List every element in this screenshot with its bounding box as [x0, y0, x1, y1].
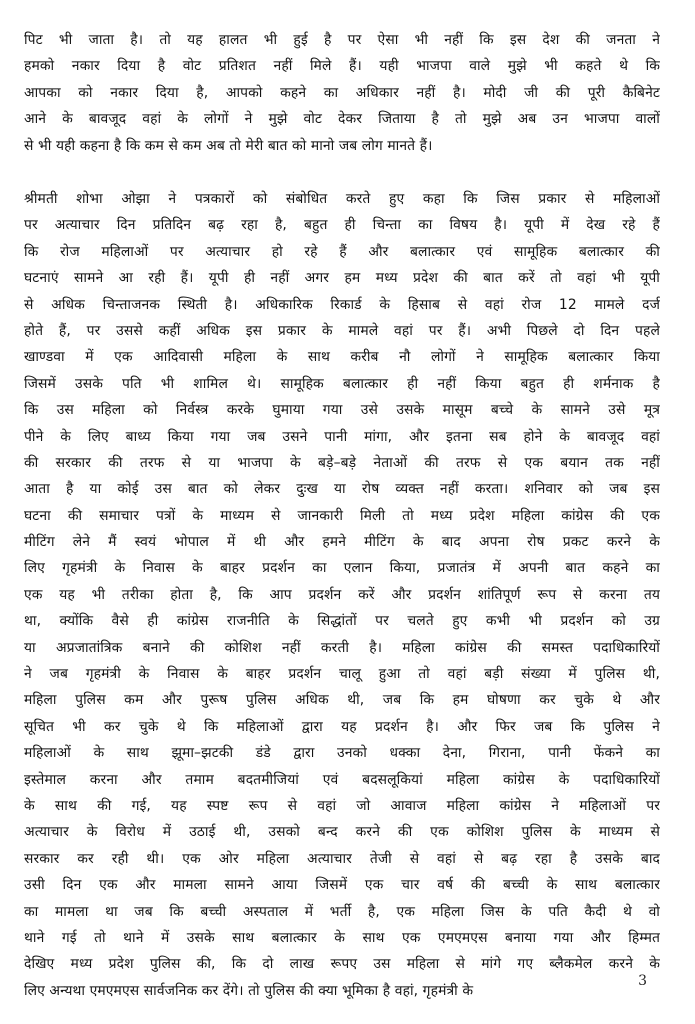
text-line: देखिए मध्य प्रदेश पुलिस की, कि दो लाख रूपए उस महिला से मांगे गए ब्लैकमेल करने के [24, 956, 660, 973]
text-line: एक यह भी तरीका होता है, कि आप प्रदर्शन करें और प्रदर्शन शांतिपूर्ण रूप से करना तय [24, 586, 660, 603]
text-line: हमको नकार दिया है वोट प्रतिशत नहीं मिले हैं। यही भाजपा वाले मुझे भी कहते थे कि [24, 58, 660, 75]
text-line: कि उस महिला को निर्वस्त्र करके घुमाया गया उसे उसके मासूम बच्चे के सामने उसे मूत्र [24, 402, 660, 419]
text-line: पर अत्याचार दिन प्रतिदिन बढ़ रहा है, बहुत ही चिन्ता का विषय है। यूपी में देख रहे हैं [24, 217, 660, 234]
text-line: सरकार कर रही थी। एक ओर महिला अत्याचार तेजी से वहां से बढ़ रहा है उसके बाद [24, 850, 660, 867]
text-line: का मामला था जब कि बच्ची अस्पताल में भर्ती है, एक महिला जिस के पति कैदी थे वो [24, 903, 660, 920]
text-line: लिए अन्यथा एमएमएस सार्वजनिक कर देंगे। तो पुलिस की क्या भूमिका है वहां, गृहमंत्री के [24, 982, 474, 999]
text-line: पिट भी जाता है। तो यह हालत भी हुई है पर ऐसा भी नहीं कि इस देश की जनता ने [24, 32, 660, 48]
paragraph-1 [24, 27, 660, 159]
text-line: से अधिक चिन्ताजनक स्थिती है। अधिकारिक रिकार्ड के हिसाब से वहां रोज 12 मामले दर्ज [24, 296, 660, 313]
text-line: आने के बावजूद वहां के लोगों ने मुझे वोट देकर जिताया है तो मुझे अब उन भाजपा वालों [24, 111, 660, 128]
page-number: 3 [638, 973, 647, 989]
text-line: अत्याचार के विरोध में उठाई थी, उसको बन्द करने की एक कोशिश पुलिस के माध्यम से [24, 824, 660, 841]
text-line: होते हैं, पर उससे कहीं अधिक इस प्रकार के मामले वहां पर हैं। अभी पिछले दो दिन पहले [24, 322, 660, 339]
paragraph-2 [24, 186, 660, 1004]
text-line: महिलाओं के साथ झूमा–झटकी डंडे द्वारा उनको धक्का देना, गिराना, पानी फेंकने का [24, 745, 660, 762]
text-line: खाण्डवा में एक आदिवासी महिला के साथ करीब नौ लोगों ने सामूहिक बलात्कार किया [24, 349, 660, 366]
text-line: जिसमें उसके पति भी शामिल थे। सामूहिक बलात्कार ही नहीं किया बहुत ही शर्मनाक है [24, 375, 660, 392]
text-line: सूचित भी कर चुके थे कि महिलाओं द्वारा यह प्रदर्शन है। और फिर जब कि पुलिस ने [24, 718, 660, 735]
text-line: की सरकार की तरफ से या भाजपा के बड़े–बड़े नेताओं की तरफ से एक बयान तक नहीं [24, 454, 660, 471]
text-line: पीने के लिए बाध्य किया गया जब उसने पानी मांगा, और इतना सब होने के बावजूद वहां [24, 428, 660, 445]
text-line: आता है या कोई उस बात को लेकर दुःख या रोष व्यक्त नहीं करता। शनिवार को जब इस [24, 481, 660, 498]
text-line: ने जब गृहमंत्री के निवास के बाहर प्रदर्शन चालू हुआ तो वहां बड़ी संख्या में पुलिस थी, [24, 666, 660, 683]
text-line: घटना की समाचार पत्रों के माध्यम से जानकारी मिली तो मध्य प्रदेश महिला कांग्रेस की एक [24, 507, 660, 524]
text-line: थाने गई तो थाने में उसके साथ बलात्कार के साथ एक एमएमएस बनाया गया और हिम्मत [24, 929, 660, 946]
text-line: घटनाएं सामने आ रही हैं। यूपी ही नहीं अगर हम मध्य प्रदेश की बात करें तो वहां भी यूपी [24, 270, 660, 287]
text-line: लिए गृहमंत्री के निवास के बाहर प्रदर्शन का एलान किया, प्रजातंत्र में अपनी बात कहने का [24, 560, 660, 577]
text-line: आपका को नकार दिया है, आपको कहने का अधिकार नहीं है। मोदी जी की पूरी कैबिनेट [24, 84, 660, 101]
text-line: से भी यही कहना है कि कम से कम अब तो मेरी बात को मानो जब लोग मानते हैं। [24, 137, 433, 154]
text-line: था, क्योंकि वैसे ही कांग्रेस राजनीति के सिद्धांतों पर चलते हुए कभी भी प्रदर्शन को उग्र [24, 613, 660, 630]
text-line: महिला पुलिस कम और पुरूष पुलिस अधिक थी, जब कि हम घोषणा कर चुके थे और [24, 692, 660, 709]
text-line: इस्तेमाल करना और तमाम बदतमीजियां एवं बदसलूकियां महिला कांग्रेस के पदाधिकारियों [24, 771, 660, 788]
text-line: उसी दिन एक और मामला सामने आया जिसमें एक चार वर्ष की बच्ची के साथ बलात्कार [24, 877, 660, 894]
text-line: मीटिंग लेने मैं स्वयं भोपाल में थी और हमने मीटिंग के बाद अपना रोष प्रकट करने के [24, 534, 660, 551]
text-line: या अप्रजातांत्रिक बनाने की कोशिश नहीं करती है। महिला कांग्रेस की समस्त पदाधिकारियों [24, 639, 660, 656]
text-line: के साथ की गई, यह स्पष्ट रूप से वहां जो आवाज महिला कांग्रेस ने महिलाओं पर [24, 797, 660, 814]
text-line: कि रोज महिलाओं पर अत्याचार हो रहे हैं और बलात्कार एवं सामूहिक बलात्कार की [24, 243, 660, 260]
text-line: श्रीमती शोभा ओझा ने पत्रकारों को संबोधित करते हुए कहा कि जिस प्रकार से महिलाओं [24, 191, 660, 207]
